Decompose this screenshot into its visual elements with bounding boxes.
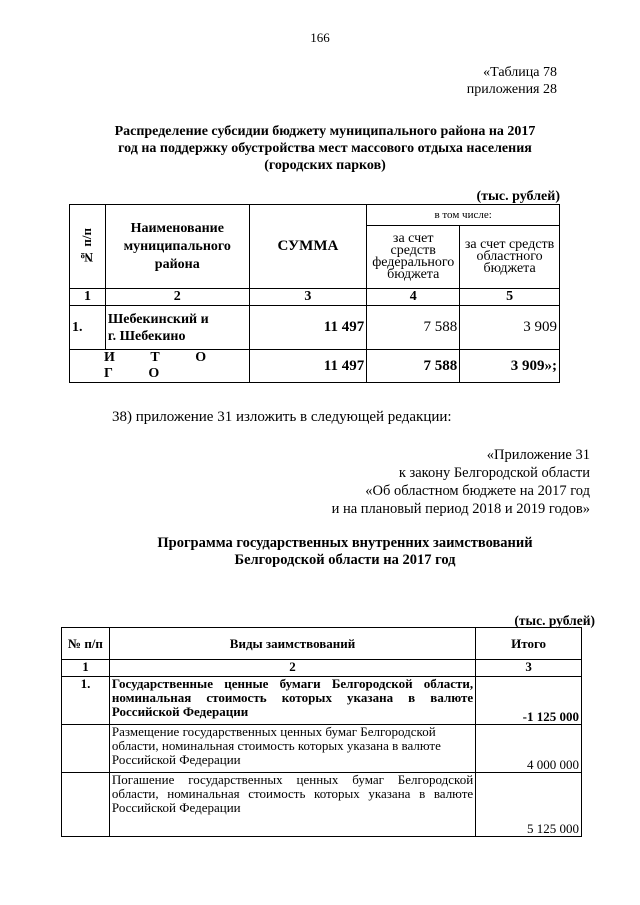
header-regional: за счет средств областного бюджета — [460, 226, 560, 289]
colnum: 3 — [476, 660, 582, 677]
colnum: 2 — [105, 289, 249, 306]
appendix-header — [332, 446, 590, 518]
header-num: № п/п — [70, 205, 106, 289]
table-caption-line2: приложения 28 — [466, 82, 557, 97]
table-row — [70, 306, 560, 350]
program-row-text: Погашение государственных ценных бумаг Белгородской области, номинальная стоимость которых указана в валюте Российской Федерации — [109, 773, 475, 837]
program-row-value: 5 125 000 — [476, 773, 582, 837]
table-caption-line1: «Таблица 78 — [483, 65, 557, 80]
appendix-line1: «Приложение 31 — [486, 447, 590, 463]
colnum: 1 — [62, 660, 110, 677]
program-colnum-row — [62, 660, 582, 677]
colnum: 1 — [70, 289, 106, 306]
table-row — [62, 773, 582, 837]
program-title-line1: Программа государственных внутренних заимствований — [157, 535, 533, 551]
header-name: Наименование муниципального района — [105, 205, 249, 289]
header-including: в том числе: — [367, 205, 560, 226]
colnum: 5 — [460, 289, 560, 306]
appendix-line3: «Об областном бюджете на 2017 год — [365, 483, 590, 499]
row-regional: 3 909 — [460, 306, 560, 350]
page-number: 166 — [310, 30, 330, 45]
table78-title-line2: год на поддержку обустройства мест массового отдыха населения — [118, 141, 532, 156]
table-row — [62, 677, 582, 725]
program-header-num: № п/п — [62, 628, 110, 660]
program-row-value: -1 125 000 — [476, 677, 582, 725]
total-regional: 3 909»; — [460, 350, 560, 383]
program-table — [61, 627, 582, 837]
colnum: 3 — [249, 289, 367, 306]
colnum: 2 — [109, 660, 475, 677]
program-units: (тыс. рублей) — [514, 613, 595, 628]
table-caption — [467, 64, 557, 98]
table78-title-line3: (городских парков) — [264, 158, 386, 173]
program-row-text: Государственные ценные бумаги Белгородской области, номинальная стоимость которых указана в валюте Российской Федерации — [109, 677, 475, 725]
program-row-num — [62, 725, 110, 773]
table78-title — [60, 123, 590, 174]
appendix-line2: к закону Белгородской области — [398, 465, 590, 481]
total-label: И Т О Г О — [70, 350, 250, 383]
program-header-total: Итого — [476, 628, 582, 660]
row-name: Шебекинский и г. Шебекино — [105, 306, 249, 350]
column-number-row — [70, 289, 560, 306]
amendment-text: 38) приложение 31 изложить в следующей редакции: — [112, 409, 452, 425]
program-row-value: 4 000 000 — [476, 725, 582, 773]
colnum: 4 — [367, 289, 460, 306]
total-row — [70, 350, 560, 383]
total-sum: 11 497 — [249, 350, 367, 383]
program-header-kind: Виды заимствований — [109, 628, 475, 660]
program-title-line2: Белгородской области на 2017 год — [234, 552, 456, 568]
header-federal: за счет средств федерального бюджета — [367, 226, 460, 289]
header-sum: СУММА — [249, 205, 367, 289]
table78-units: (тыс. рублей) — [476, 189, 560, 204]
row-federal: 7 588 — [367, 306, 460, 350]
row-sum: 11 497 — [249, 306, 367, 350]
row-num: 1. — [70, 306, 106, 350]
program-header-row — [62, 628, 582, 660]
table-row — [62, 725, 582, 773]
program-row-num — [62, 773, 110, 837]
program-row-text: Размещение государственных ценных бумаг Белгородской области, номинальная стоимость которых указана в валюте Российской Федерации — [109, 725, 475, 773]
table78-title-line1: Распределение субсидии бюджету муниципального района на 2017 — [114, 124, 536, 139]
program-row-num: 1. — [62, 677, 110, 725]
program-title — [110, 535, 580, 569]
appendix-line4: и на плановый период 2018 и 2019 годов» — [331, 501, 590, 517]
total-federal: 7 588 — [367, 350, 460, 383]
subsidy-table — [69, 204, 560, 383]
